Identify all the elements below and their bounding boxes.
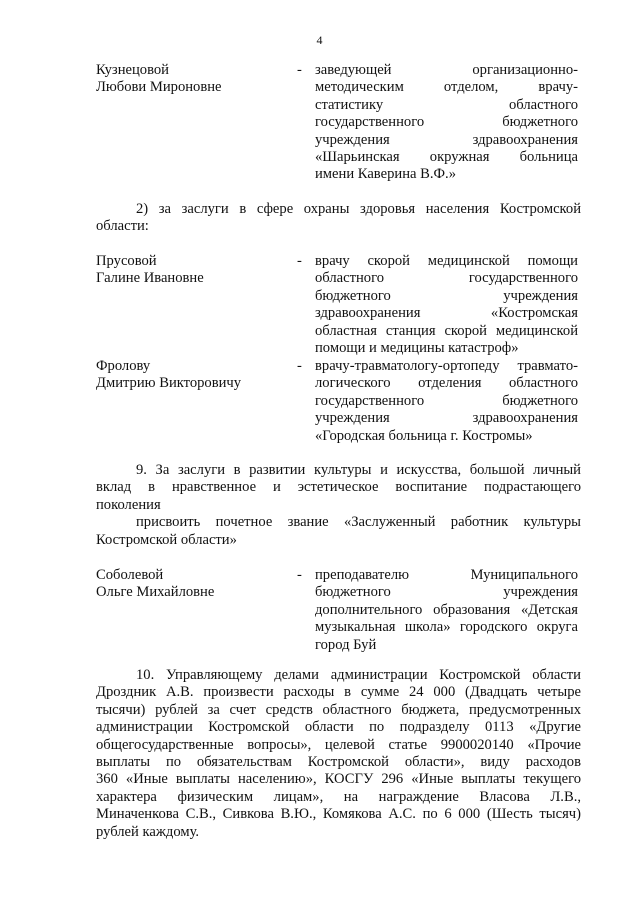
position-line: музыкальная школа» городского округа bbox=[315, 619, 578, 636]
recipient-surname: Соболевой bbox=[96, 567, 164, 583]
paragraph-line: Миначенкова С.В., Сивкова В.Ю., Комякова А.С. по 6 000 (Шесть тысяч) bbox=[96, 806, 581, 823]
paragraph-line: Костромской области» bbox=[96, 531, 237, 548]
position-line: «Городская больница г. Костромы» bbox=[315, 427, 533, 444]
recipient-surname: Фролову bbox=[96, 358, 151, 374]
position-line: областная станция скорой медицинской bbox=[315, 322, 578, 339]
entry-dash: - bbox=[297, 567, 302, 583]
paragraph-line: характера физическим лицам», на награждение Власова Л.В., bbox=[96, 788, 581, 805]
page-number: 4 bbox=[316, 33, 323, 47]
entry-dash: - bbox=[297, 253, 302, 269]
position-line: заведующей организационно- bbox=[315, 62, 578, 78]
position-line: статистику областного bbox=[315, 96, 578, 113]
paragraph-line: рублей каждому. bbox=[96, 823, 200, 840]
recipient-position bbox=[315, 253, 578, 357]
paragraph-line: 9. За заслуги в развитии культуры и искусства, большой личный bbox=[136, 462, 581, 478]
position-line: помощи и медицины катастроф» bbox=[315, 339, 519, 356]
position-line: областного государственного bbox=[315, 270, 578, 287]
position-line: бюджетного учреждения bbox=[315, 584, 578, 601]
paragraph-line: 2) за заслуги в сфере охраны здоровья населения Костромской bbox=[136, 201, 581, 217]
position-line: государственного бюджетного bbox=[315, 392, 578, 409]
paragraph-line: присвоить почетное звание «Заслуженный работник культуры bbox=[136, 514, 581, 531]
paragraph-line: выплаты по обязательствам Костромской области», виду расходов bbox=[96, 753, 581, 770]
entry-dash: - bbox=[297, 358, 302, 374]
position-line: учреждения здравоохранения bbox=[315, 131, 578, 148]
paragraph-line: администрации Костромской области по подразделу 0113 «Другие bbox=[96, 719, 581, 736]
recipient-given-names: Ольге Михайловне bbox=[96, 584, 215, 601]
recipient-position bbox=[315, 62, 578, 184]
position-line: преподавателю Муниципального bbox=[315, 567, 578, 583]
position-line: государственного бюджетного bbox=[315, 114, 578, 131]
position-line: здравоохранения «Костромская bbox=[315, 305, 578, 322]
position-line: врачу скорой медицинской помощи bbox=[315, 253, 578, 269]
recipient-given-names: Дмитрию Викторовичу bbox=[96, 375, 242, 392]
recipient-given-names: Галине Ивановне bbox=[96, 270, 204, 287]
position-line: дополнительного образования «Детская bbox=[315, 601, 578, 618]
paragraph-line: Дроздник А.В. произвести расходы в сумме 24 000 (Двадцать четыре bbox=[96, 684, 581, 701]
recipient-name bbox=[96, 358, 286, 393]
position-line: логического отделения областного bbox=[315, 375, 578, 392]
position-line: методическим отделом, врачу- bbox=[315, 79, 578, 96]
position-line: бюджетного учреждения bbox=[315, 287, 578, 304]
recipient-name bbox=[96, 567, 286, 602]
recipient-name bbox=[96, 253, 286, 288]
paragraph-line: поколения bbox=[96, 496, 161, 513]
paragraph-line: общегосударственные вопросы», целевой статье 9900020140 «Прочие bbox=[96, 736, 581, 753]
recipient-position bbox=[315, 567, 578, 654]
recipient-position bbox=[315, 358, 578, 445]
recipient-given-names: Любови Мироновне bbox=[96, 79, 222, 96]
recipient-surname: Кузнецовой bbox=[96, 62, 169, 78]
item-9-paragraph bbox=[96, 462, 581, 549]
position-line: учреждения здравоохранения bbox=[315, 410, 578, 427]
paragraph-line: вклад в нравственное и эстетическое воспитание подрастающего bbox=[96, 479, 581, 496]
paragraph-line: 10. Управляющему делами администрации Костромской области bbox=[136, 667, 581, 683]
entry-dash: - bbox=[297, 62, 302, 78]
paragraph-line: 360 «Иные выплаты населению», КОСГУ 296 «Иные выплаты текущего bbox=[96, 771, 581, 788]
position-line: «Шарьинская окружная больница bbox=[315, 148, 578, 165]
paragraph-line: области: bbox=[96, 218, 149, 235]
position-line: имени Каверина В.Ф.» bbox=[315, 166, 456, 183]
recipient-name bbox=[96, 62, 286, 97]
section-2-heading bbox=[96, 201, 581, 236]
paragraph-line: тысячи) рублей за счет средств областного бюджета, предусмотренных bbox=[96, 701, 581, 718]
position-line: город Буй bbox=[315, 636, 377, 653]
item-10-paragraph bbox=[96, 667, 581, 841]
position-line: врачу-травматологу-ортопеду травмато- bbox=[315, 358, 578, 374]
recipient-surname: Прусовой bbox=[96, 253, 157, 269]
